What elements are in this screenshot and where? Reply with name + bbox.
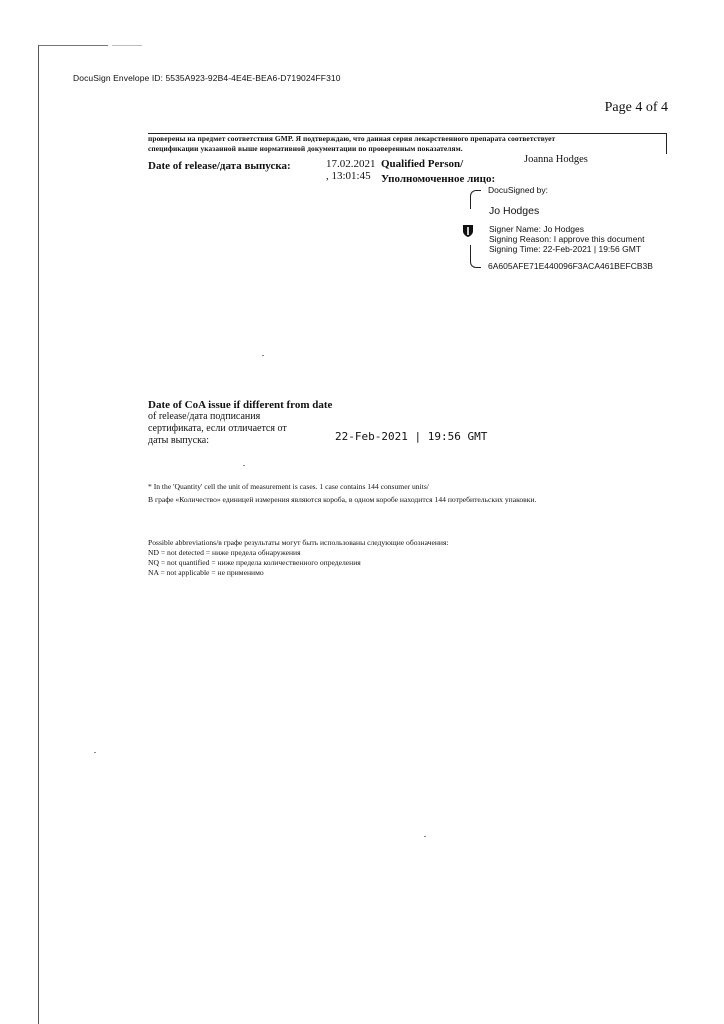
abbreviation-item: NA = not applicable = не применимо [148,568,264,577]
scan-edge-line [38,45,108,46]
signature-bracket-bottom [470,245,481,268]
coa-issue-label-line-4: даты выпуска: [148,435,210,446]
release-date-value: 17.02.2021 [326,158,376,170]
coa-issue-label-line-3: сертификата, если отличается от [148,423,287,434]
page-number: Page 4 of 4 [604,100,668,115]
signer-name: Signer Name: Jo Hodges [489,224,584,234]
quantity-note-ru: В графе «Количество» единицей измерения являются короба, в одном коробе находится 144 потребительских упаковки. [148,495,537,504]
scan-speck [94,752,96,753]
docusigned-by-label: DocuSigned by: [488,185,549,195]
intro-line-2: спецификации указанной выше нормативной документации по проверенным показателям. [148,144,463,153]
quantity-note-en: * In the 'Quantity' cell the unit of measurement is cases. 1 case contains 144 consumer units/ [148,482,429,491]
signature-name: Jo Hodges [489,205,540,217]
scan-speck [424,836,426,837]
signature-bracket-top [470,190,481,209]
intro-line-1: проверены на предмет соответствия GMP. Я подтверждаю, что данная серия лекарственного препарата соответствует [148,134,556,143]
coa-issue-label-line-1: Date of CoA issue if different from date [148,399,333,411]
signing-reason: Signing Reason: I approve this document [489,234,645,244]
coa-issue-label-line-2: of release/дата подписания [148,411,261,422]
qualified-person-label: Qualified Person/ [381,158,464,170]
qualified-person-name: Joanna Hodges [524,154,588,165]
shield-icon [462,224,474,238]
scan-speck [243,465,245,466]
qualified-person-label-ru: Уполномоченное лицо: [381,173,496,185]
release-date-label: Date of release/дата выпуска: [148,160,291,172]
certificate-id: 6A605AFE71E440096F3ACA461BEFCB3B [488,261,653,271]
scan-edge-line [112,45,142,46]
coa-issue-value: 22-Feb-2021 | 19:56 GMT [335,430,488,443]
release-time-value: , 13:01:45 [326,170,371,182]
signing-time: Signing Time: 22-Feb-2021 | 19:56 GMT [489,244,641,254]
abbreviation-item: ND = not detected = ниже предела обнаружения [148,548,301,557]
scan-edge-line [38,45,39,1024]
abbreviation-item: NQ = not quantified = ниже предела количественного определения [148,558,361,567]
envelope-id: DocuSign Envelope ID: 5535A923-92B4-4E4E-BEA6-D719024FF310 [73,73,341,83]
scan-speck [262,355,264,356]
abbreviations-heading: Possible abbreviations/в графе результаты могут быть использованы следующие обозначения: [148,538,449,547]
